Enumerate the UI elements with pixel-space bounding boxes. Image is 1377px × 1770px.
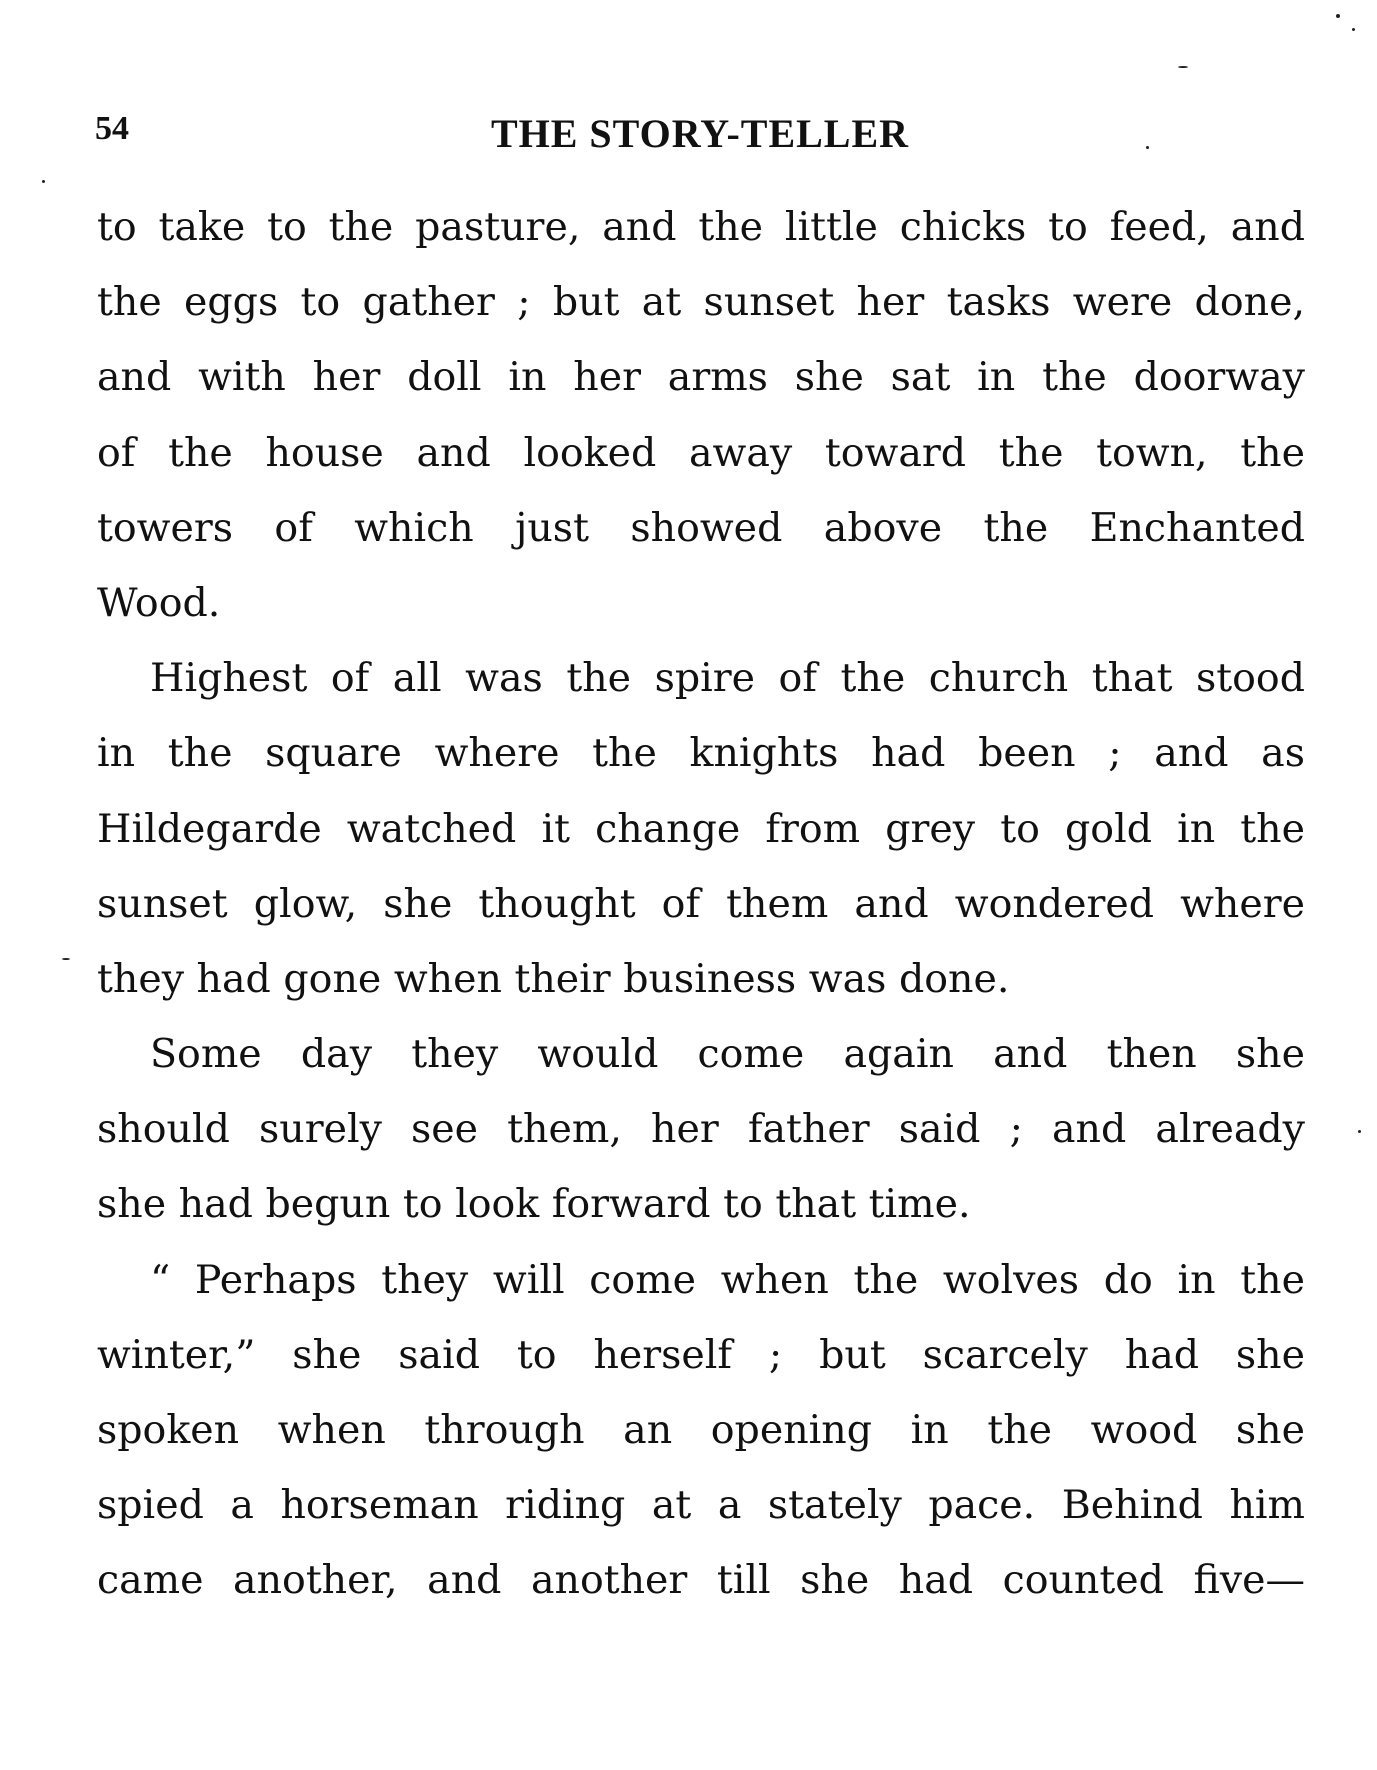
running-title: THE STORY-TELLER [490,111,910,156]
text-line: Hildegarde watched it change from grey to gold in the [97,805,1305,852]
text-line: should surely see them, her father said ; and already [97,1106,1305,1153]
scan-speck [1336,14,1340,18]
paragraph-1 [97,190,1305,641]
text-line: Wood. [97,579,221,626]
scan-speck [1178,66,1188,68]
text-line: spied a horseman riding at a stately pace. Behind him [97,1482,1305,1529]
text-line: of the house and looked away toward the town, the [97,429,1305,476]
scan-speck [1352,28,1355,31]
text-line: the eggs to gather ; but at sunset her tasks were done, [97,279,1305,326]
paragraph-2 [97,641,1305,1017]
scan-speck [1146,146,1149,149]
text-line: spoken when through an opening in the wood she [97,1407,1305,1453]
body-text [97,190,1305,1619]
running-head [95,110,1305,160]
text-line: in the square where the knights had been ; and as [97,730,1305,777]
scan-speck [42,180,45,183]
paragraph-4 [97,1243,1305,1619]
text-line: towers of which just showed above the Enchanted [97,504,1305,551]
text-line: Some day they would come again and then she [150,1031,1305,1078]
text-line: she had begun to look forward to that time. [97,1181,971,1228]
text-line: sunset glow, she thought of them and wondered where [97,880,1305,927]
text-line: they had gone when their business was done. [97,955,1010,1002]
scan-speck [1358,1130,1361,1133]
text-line: to take to the pasture, and the little chicks to feed, and [97,204,1305,250]
text-line: came another, and another till she had counted five— [97,1557,1305,1604]
text-line: “ Perhaps they will come when the wolves do in the [150,1256,1305,1303]
paragraph-3 [97,1017,1305,1243]
scan-speck [62,958,70,960]
page-number: 54 [95,110,129,147]
text-line: winter,” she said to herself ; but scarcely had she [97,1331,1305,1378]
text-line: and with her doll in her arms she sat in the doorway [97,354,1305,401]
text-line: Highest of all was the spire of the church that stood [150,655,1305,702]
